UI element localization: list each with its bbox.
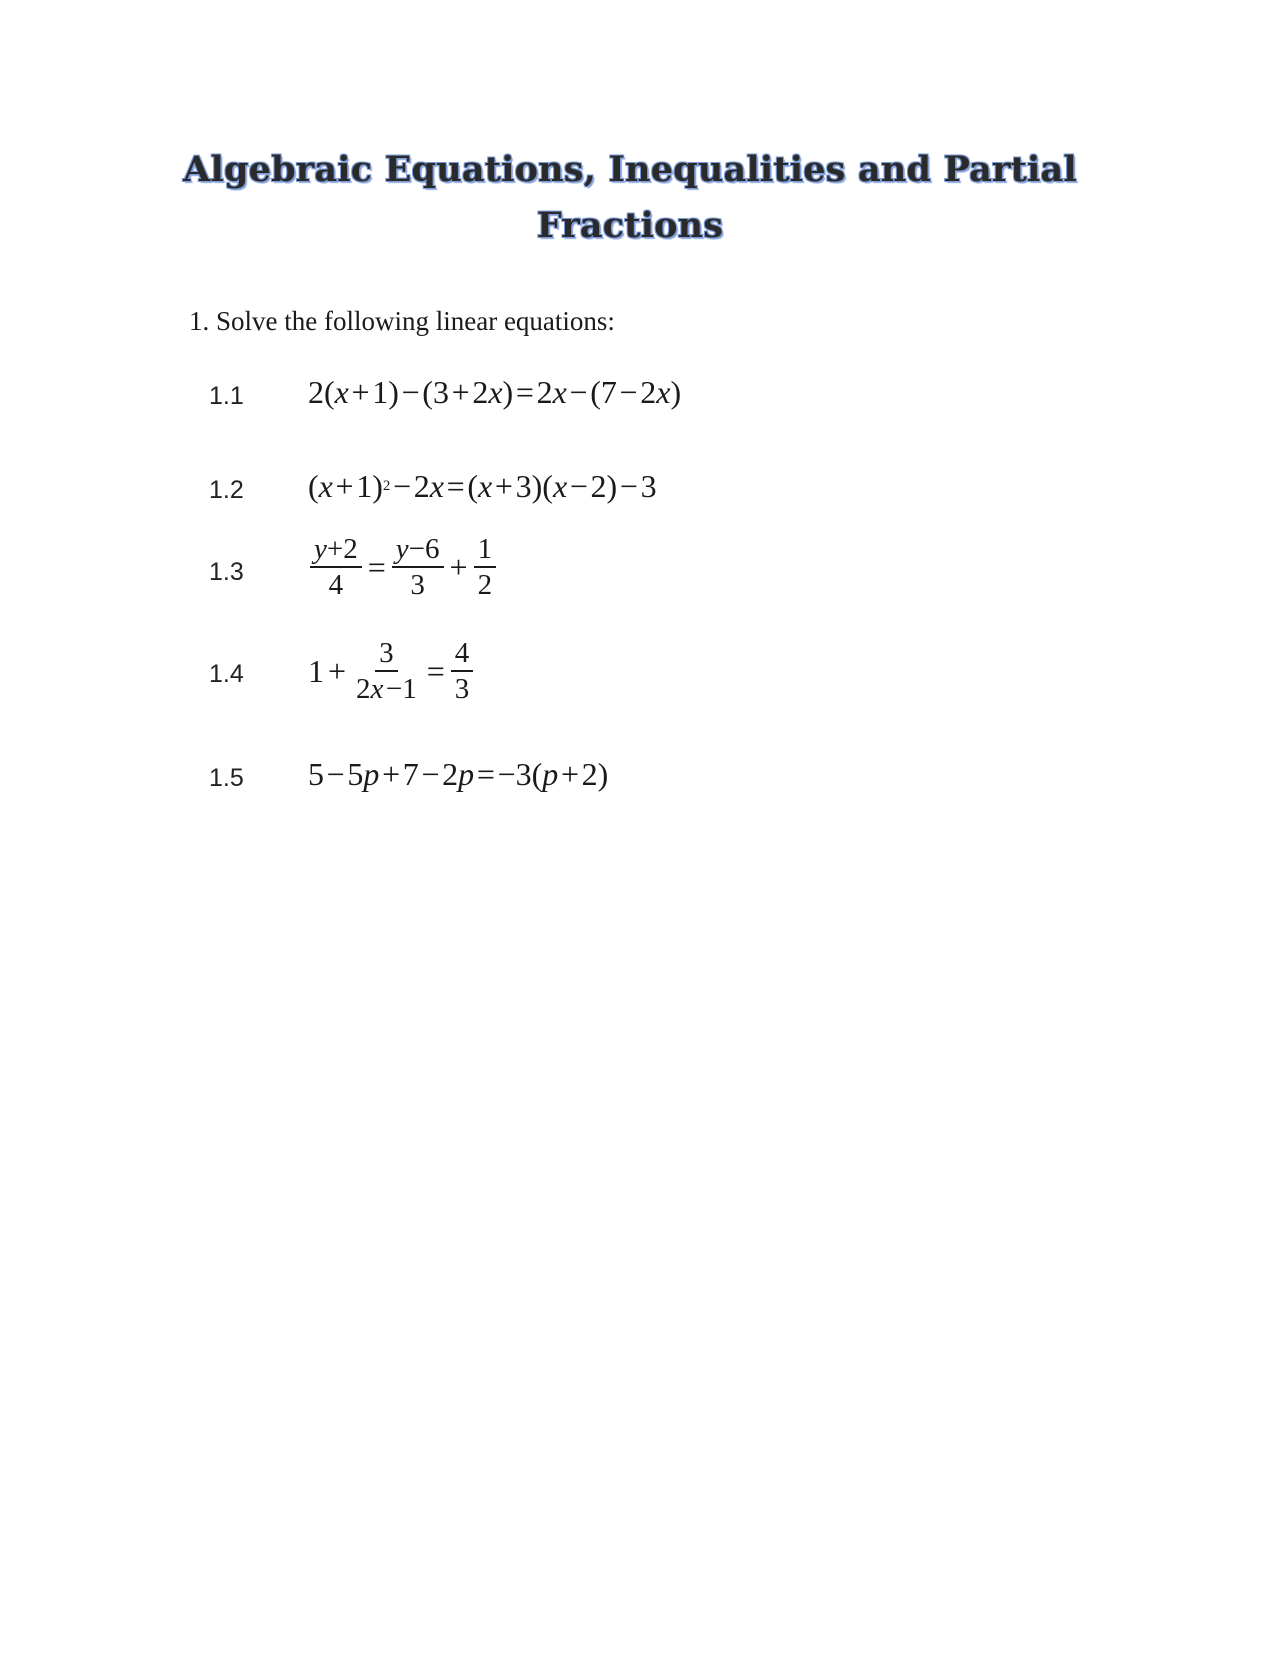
problem-number: 1.2: [209, 476, 244, 504]
problem-number: 1.1: [209, 382, 244, 410]
fraction: $\frac{4}{3}$: [451, 636, 474, 706]
equation-1-3: $\frac{y+2}{4}$ = $\frac{y-6}{3}$ + $\frac{1}{2}$: [308, 532, 498, 602]
equation-1-5: 5 − 5 p + 7 − 2 p = −3( p + 2): [308, 756, 609, 792]
fraction: $\frac{y-6}{3}$: [392, 532, 444, 602]
fraction: $\frac{3}{2x -1}$: [356, 637, 417, 705]
problem-number: 1.5: [209, 764, 244, 792]
fraction: $\frac{1}{2}$: [474, 532, 497, 602]
title-line-1: Algebraic Equations, Inequalities and Partial: [183, 149, 1077, 190]
problem-number: 1.3: [209, 558, 244, 586]
problem-number: 1.4: [209, 660, 244, 688]
instruction-text: 1. Solve the following linear equations:: [189, 306, 615, 336]
equation-1-1: 2( x + 1) − (3 + 2 x ) = 2 x − (7 − 2 x ): [308, 374, 682, 410]
equation-1-4: 1 + $\frac{3}{2x -1}$ = $\frac{4}{3}$: [308, 636, 475, 706]
fraction: $\frac{y+2}{4}$: [310, 532, 362, 602]
page-title: [180, 142, 1080, 254]
title-line-2: Fractions: [536, 205, 724, 246]
equation-1-2: ( x + 1) 2 − 2 x = ( x + 3)( x − 2) − 3: [308, 468, 657, 504]
